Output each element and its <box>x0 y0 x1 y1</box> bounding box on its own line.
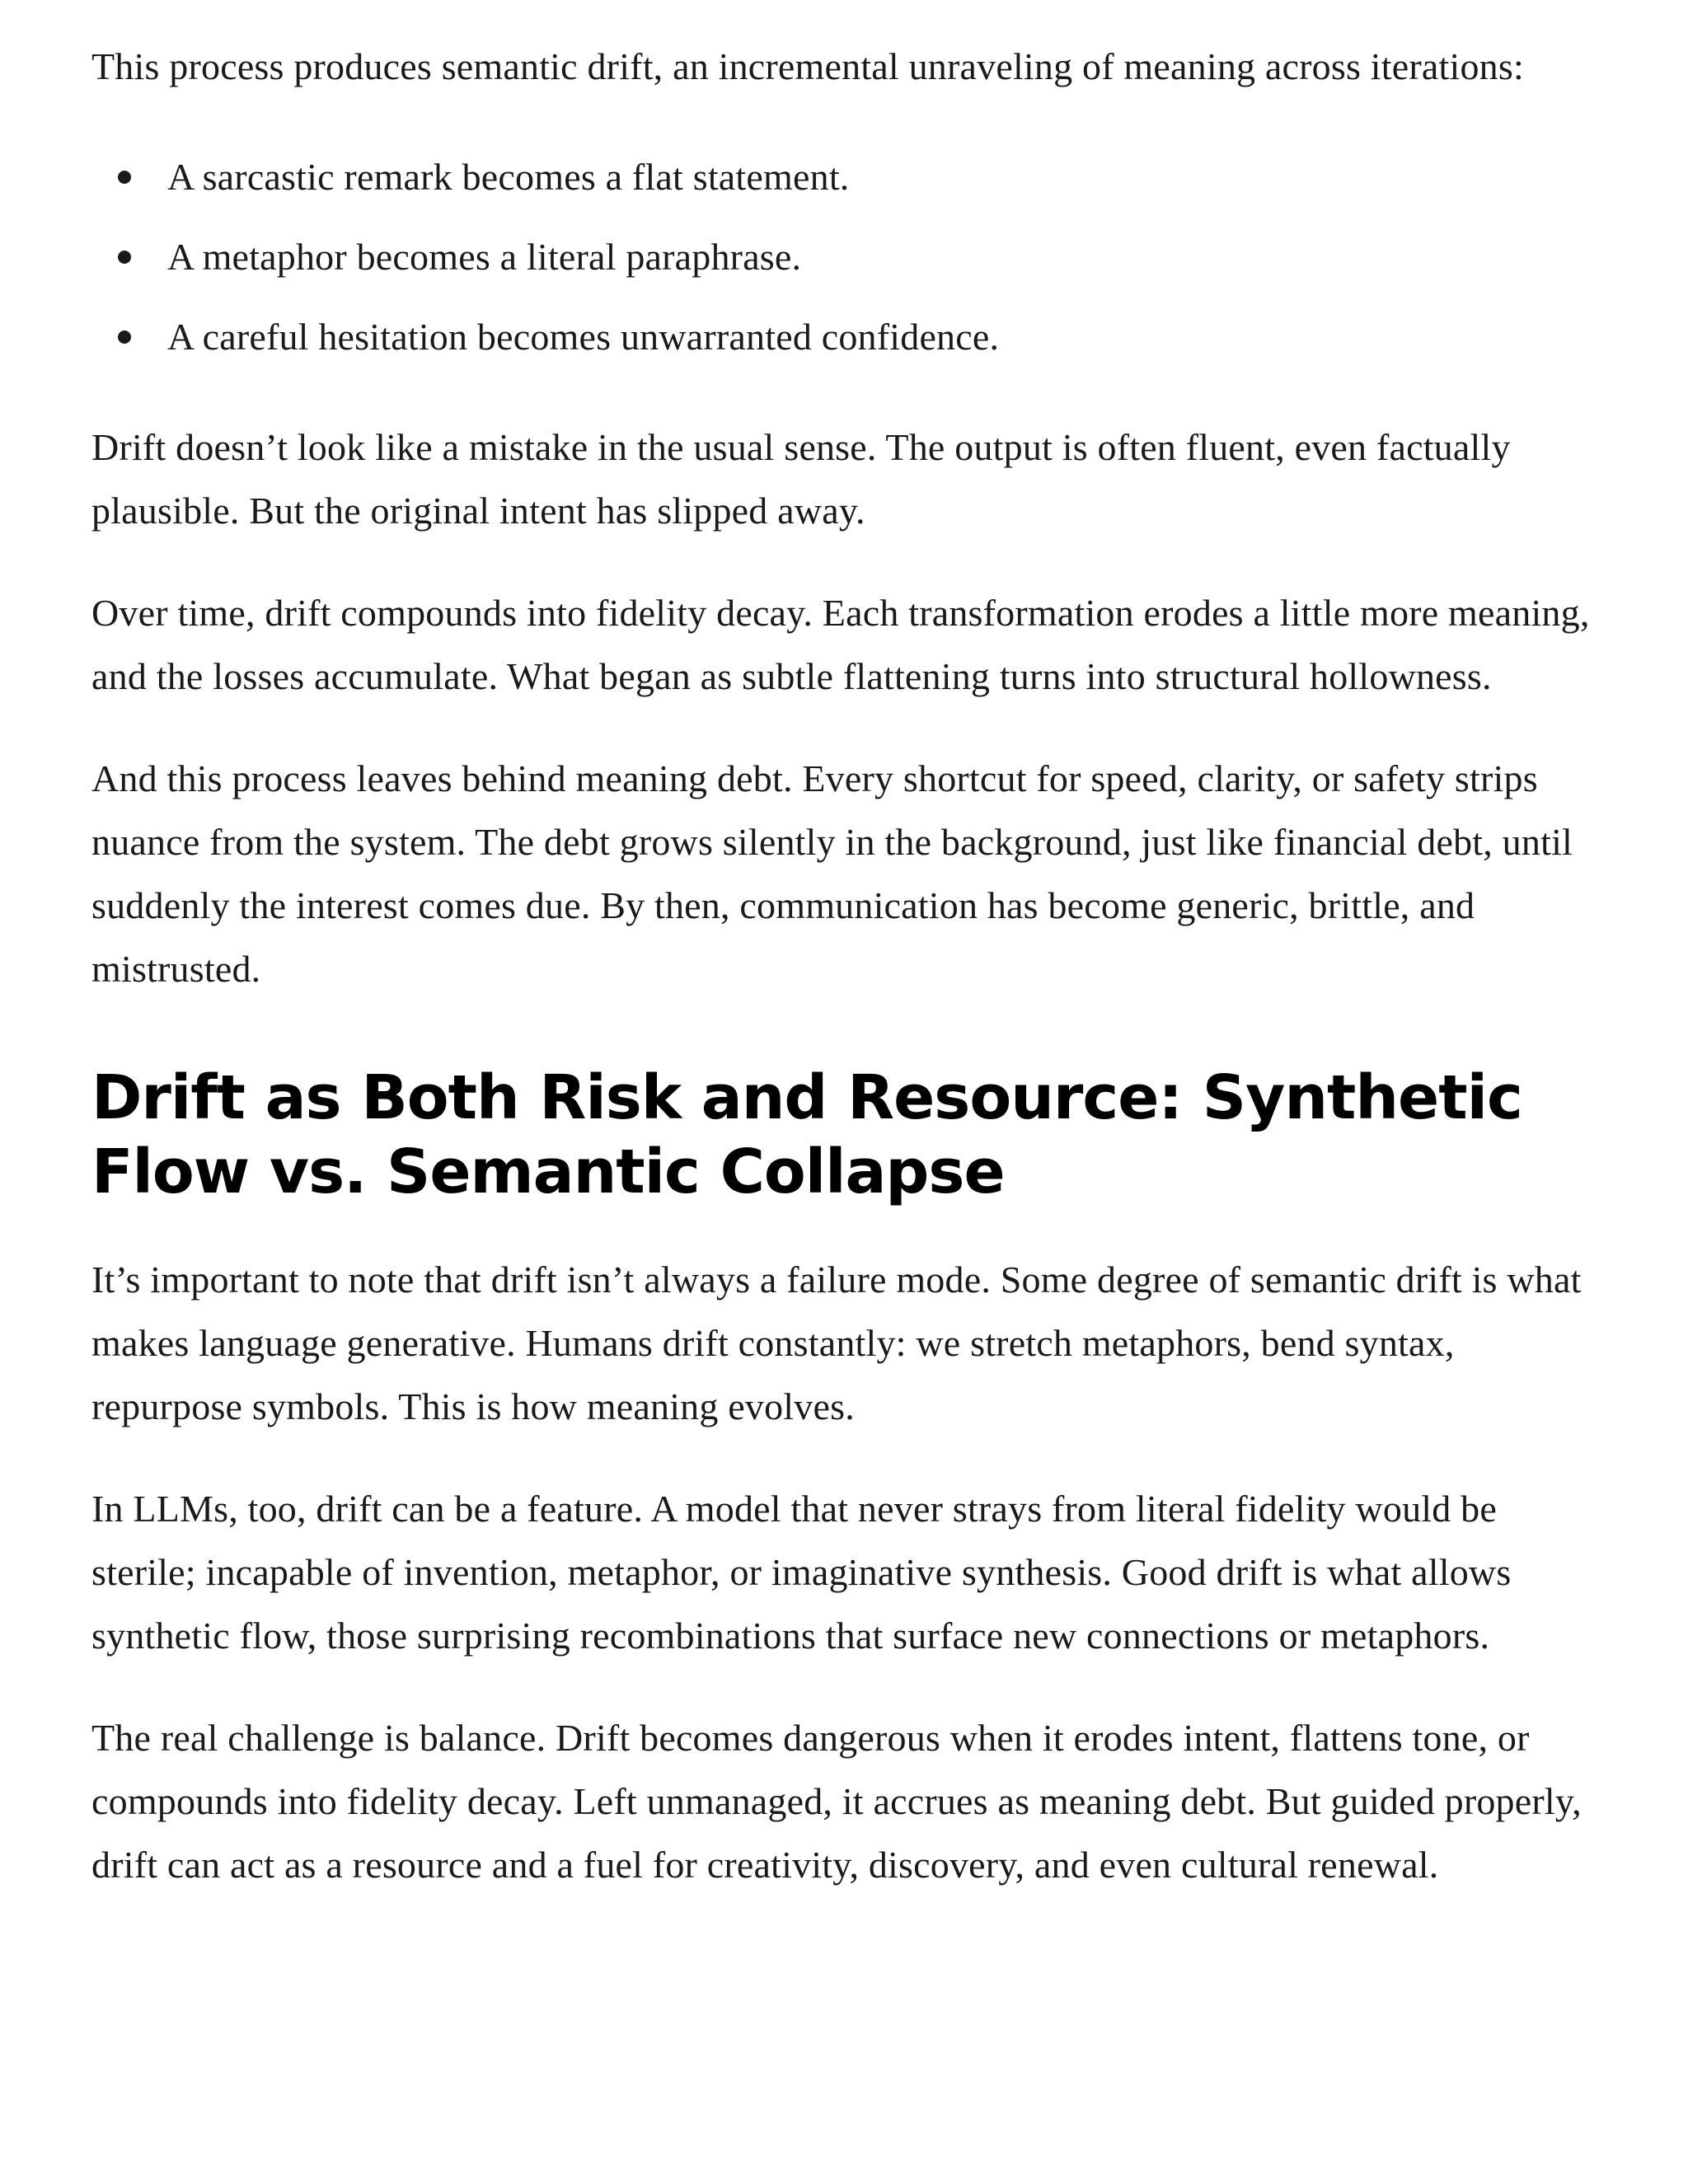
body-paragraph: The real challenge is balance. Drift becomes dangerous when it erodes intent, flattens tone, or compounds into fidelity decay. Left unmanaged, it accrues as meaning debt. But guided properly, drift can act as a resource and a fuel for creativity, discovery, and even cultural renewal. <box>91 1717 1582 1886</box>
body-paragraph: It’s important to note that drift isn’t always a failure mode. Some degree of semantic drift is what makes language generative. Humans drift constantly: we stretch metaphors, bend syntax, repurpose symbols. This is how meaning evolves. <box>91 1258 1582 1427</box>
body-paragraph: Drift doesn’t look like a mistake in the usual sense. The output is often fluent, even factually plausible. But the original intent has slipped away. <box>91 426 1511 532</box>
list-item <box>91 297 1608 377</box>
body-paragraph: In LLMs, too, drift can be a feature. A model that never strays from literal fidelity would be sterile; incapable of invention, metaphor, or imaginative synthesis. Good drift is what allows synthetic flow, those surprising recombinations that surface new connections or metaphors. <box>91 1488 1512 1657</box>
list-item-text: A sarcastic remark becomes a flat statement. <box>167 156 850 198</box>
list-item <box>91 217 1608 297</box>
bullet-icon <box>118 251 131 264</box>
bullet-icon <box>118 171 131 184</box>
drift-examples-list <box>91 137 1608 377</box>
article-body <box>91 35 1608 1896</box>
body-paragraph: And this process leaves behind meaning debt. Every shortcut for speed, clarity, or safety strips nuance from the system. The debt grows silently in the background, just like financial debt, until suddenly the interest comes due. By then, communication has become generic, brittle, and mistrusted. <box>91 757 1573 990</box>
list-item-text: A careful hesitation becomes unwarranted confidence. <box>167 316 1000 358</box>
bullet-icon <box>118 330 131 344</box>
section-heading: Drift as Both Risk and Resource: Synthetic Flow vs. Semantic Collapse <box>91 1062 1522 1207</box>
body-paragraph: Over time, drift compounds into fidelity decay. Each transformation erodes a little more meaning, and the losses accumulate. What began as subtle flattening turns into structural hollowness. <box>91 592 1590 697</box>
list-item <box>91 137 1608 217</box>
intro-paragraph: This process produces semantic drift, an incremental unraveling of meaning across iterations: <box>91 45 1524 87</box>
list-item-text: A metaphor becomes a literal paraphrase. <box>167 236 802 278</box>
